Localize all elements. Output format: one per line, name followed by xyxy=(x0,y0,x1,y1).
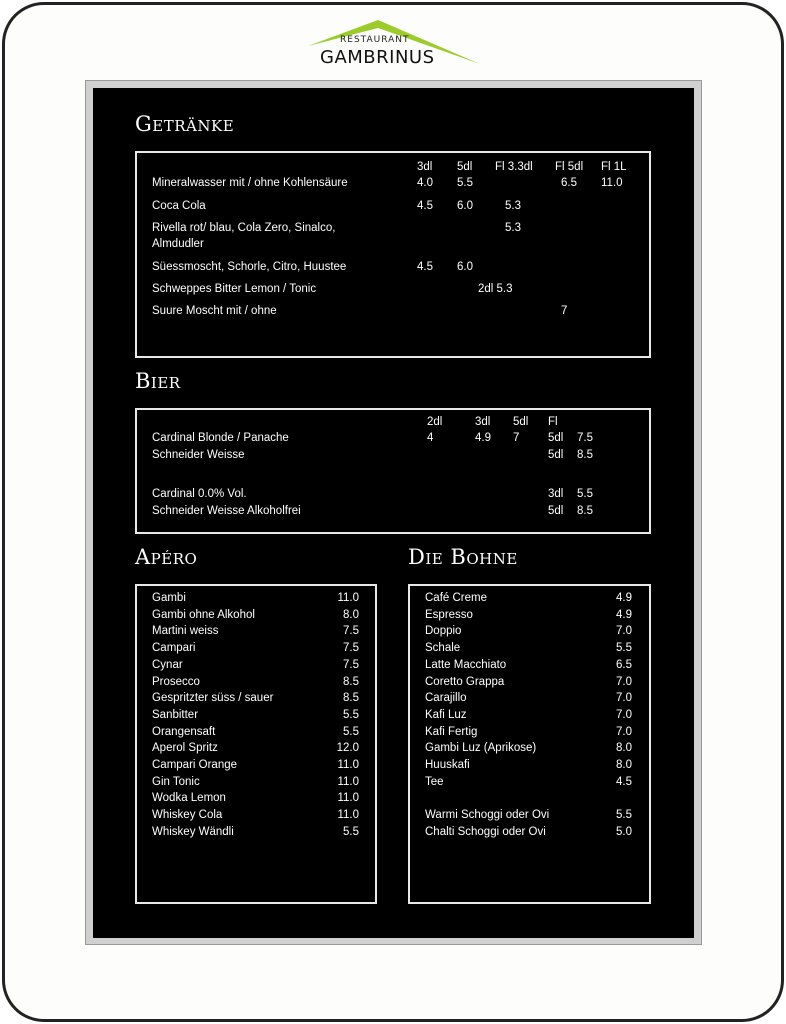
item-name: Espresso xyxy=(425,608,473,621)
column-header: 5dl xyxy=(457,161,473,173)
item-price: 2dl 5.3 xyxy=(478,283,513,295)
column-header: Fl 5dl xyxy=(555,161,584,173)
logo-gambrinus: GAMBRINUS xyxy=(320,47,435,68)
item-price: 3dl xyxy=(548,488,564,500)
item-price: 11.0 xyxy=(337,792,359,805)
item-price: 8.5 xyxy=(343,675,359,688)
item-name: Café Creme xyxy=(425,592,487,604)
item-price: 8.0 xyxy=(343,608,359,621)
item-name: Kafi Fertig xyxy=(425,725,478,738)
item-name: Campari xyxy=(152,642,196,655)
column-header: Fl xyxy=(548,416,558,428)
column-header: 5dl xyxy=(513,416,529,428)
item-name: Aperol Spritz xyxy=(152,742,218,755)
item-name: Sanbitter xyxy=(152,708,199,721)
item-price: 8.0 xyxy=(616,742,632,755)
item-price: 5.3 xyxy=(505,222,521,234)
item-price: 8.0 xyxy=(616,759,632,771)
item-price: 8.5 xyxy=(577,449,593,461)
item-name: Carajillo xyxy=(425,692,467,705)
item-price: 7.0 xyxy=(616,675,632,688)
item-name: Tee xyxy=(425,775,444,788)
item-price: 8.5 xyxy=(577,505,593,517)
item-name: Campari Orange xyxy=(152,759,238,771)
item-price: 5dl xyxy=(548,449,564,461)
item-name: Schale xyxy=(425,642,461,655)
column-header: Fl 1L xyxy=(601,161,627,173)
item-price: 4.9 xyxy=(475,432,491,444)
item-price: 11.0 xyxy=(337,809,359,822)
item-name: Almdudler xyxy=(152,238,204,250)
item-name: Cynar xyxy=(152,658,183,671)
item-price: 6.5 xyxy=(561,177,577,189)
item-price: 6.0 xyxy=(457,200,473,212)
item-price: 7.0 xyxy=(616,725,632,738)
column-header: 3dl xyxy=(475,416,491,428)
item-price: 5.5 xyxy=(616,642,632,655)
item-name: Whiskey Cola xyxy=(152,809,223,822)
item-name: Huuskafi xyxy=(425,759,470,771)
item-price: 11.0 xyxy=(337,759,359,771)
column-header: 3dl xyxy=(417,161,433,173)
heading-getraenke: Getränke xyxy=(135,112,235,136)
item-name: Chalti Schoggi oder Ovi xyxy=(425,825,546,838)
item-price: 5dl xyxy=(548,432,564,444)
item-name: Coretto Grappa xyxy=(425,675,505,688)
item-name: Gespritzter süss / sauer xyxy=(152,692,274,705)
item-price: 7.5 xyxy=(343,658,359,671)
item-name: Rivella rot/ blau, Cola Zero, Sinalco, xyxy=(152,222,336,234)
item-price: 7 xyxy=(561,305,568,317)
column-header: Fl 3.3dl xyxy=(495,161,533,173)
item-price: 5.3 xyxy=(505,200,521,212)
item-price: 4.9 xyxy=(616,592,632,604)
item-name: Martini weiss xyxy=(152,625,219,638)
item-price: 11.0 xyxy=(601,177,623,189)
item-name: Gin Tonic xyxy=(152,775,200,788)
item-price: 5.5 xyxy=(457,177,473,189)
item-price: 5.5 xyxy=(616,809,632,822)
item-price: 5.5 xyxy=(343,825,359,838)
item-price: 11.0 xyxy=(337,592,359,604)
item-price: 7.5 xyxy=(343,625,359,638)
item-price: 5.5 xyxy=(343,708,359,721)
item-price: 7.0 xyxy=(616,625,632,638)
item-name: Mineralwasser mit / ohne Kohlensäure xyxy=(152,177,348,189)
item-name: Schneider Weisse Alkoholfrei xyxy=(152,505,301,517)
heading-bier: Bier xyxy=(135,369,181,393)
item-price: 5dl xyxy=(548,505,564,517)
item-price: 5.5 xyxy=(577,488,593,500)
item-price: 4 xyxy=(427,432,434,444)
item-name: Suure Moscht mit / ohne xyxy=(152,305,277,317)
item-name: Coca Cola xyxy=(152,200,206,212)
item-name: Wodka Lemon xyxy=(152,792,226,805)
heading-apero: Apéro xyxy=(135,545,198,569)
item-price: 8.5 xyxy=(343,692,359,705)
logo-restaurant: RESTAURANT xyxy=(340,35,410,45)
item-name: Schneider Weisse xyxy=(152,449,245,461)
item-name: Gambi ohne Alkohol xyxy=(152,608,255,621)
item-name: Schweppes Bitter Lemon / Tonic xyxy=(152,283,317,295)
item-price: 7.5 xyxy=(343,642,359,655)
item-name: Süessmoscht, Schorle, Citro, Huustee xyxy=(152,261,347,273)
item-name: Gambi xyxy=(152,592,186,604)
item-price: 7 xyxy=(513,432,520,444)
item-name: Cardinal 0.0% Vol. xyxy=(152,488,247,500)
item-name: Latte Macchiato xyxy=(425,658,507,671)
item-name: Kafi Luz xyxy=(425,708,467,721)
item-price: 6.0 xyxy=(457,261,473,273)
item-price: 11.0 xyxy=(337,775,359,788)
column-header: 2dl xyxy=(427,416,443,428)
item-price: 4.5 xyxy=(417,200,433,212)
item-price: 4.5 xyxy=(616,775,632,788)
item-price: 5.5 xyxy=(343,725,359,738)
item-price: 7.5 xyxy=(577,432,593,444)
item-price: 6.5 xyxy=(616,658,632,671)
item-price: 12.0 xyxy=(336,742,359,755)
item-price: 4.9 xyxy=(616,608,632,621)
item-name: Prosecco xyxy=(152,675,200,688)
item-price: 5.0 xyxy=(616,825,632,838)
item-name: Orangensaft xyxy=(152,725,216,738)
item-name: Cardinal Blonde / Panache xyxy=(152,432,289,444)
item-price: 4.0 xyxy=(417,177,433,189)
item-name: Doppio xyxy=(425,625,462,638)
item-price: 7.0 xyxy=(616,692,632,705)
item-price: 4.5 xyxy=(417,261,433,273)
item-name: Warmi Schoggi oder Ovi xyxy=(425,809,550,822)
item-name: Gambi Luz (Aprikose) xyxy=(425,742,537,755)
heading-bohne: Die Bohne xyxy=(408,545,518,569)
item-name: Whiskey Wändli xyxy=(152,825,234,838)
item-price: 7.0 xyxy=(616,708,632,721)
